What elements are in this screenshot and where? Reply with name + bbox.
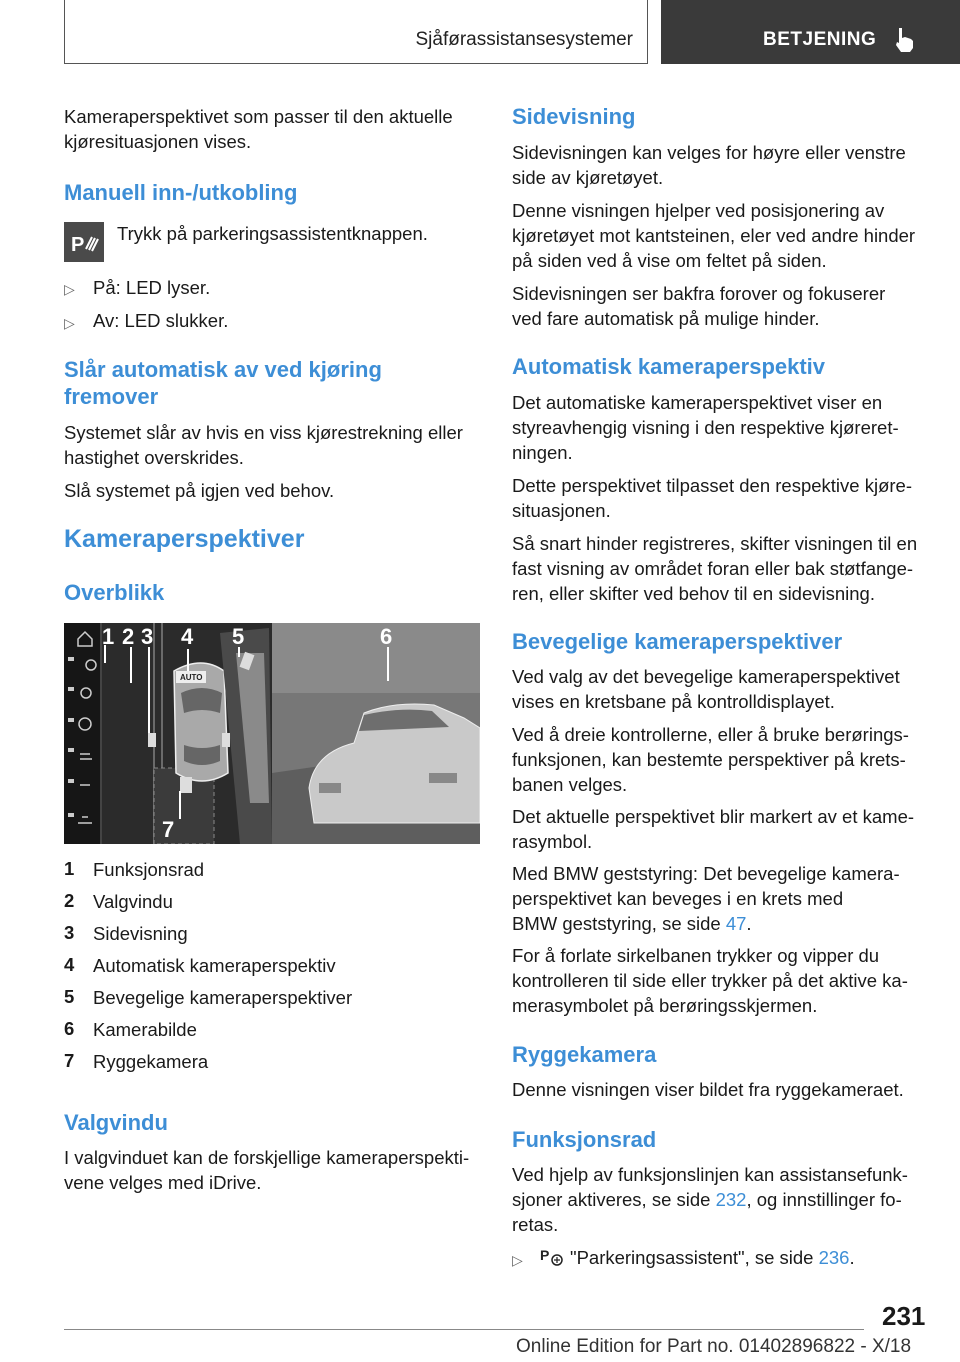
moving-line: Det aktuelle perspektivet blir markert av et kame- — [512, 806, 915, 827]
bullet-triangle-icon: ▷ — [64, 281, 75, 297]
bullet-triangle-icon: ▷ — [64, 315, 75, 331]
heading-auto-perspective: Automatisk kameraperspektiv — [512, 354, 826, 379]
legend-number: 1 — [64, 858, 75, 879]
rear-text: Denne visningen viser bildet fra ryggekameraet. — [512, 1079, 904, 1100]
legend-number: 4 — [64, 954, 75, 975]
auto-line: situasjonen. — [512, 500, 611, 521]
svg-text:P: P — [540, 1247, 550, 1263]
legend-number: 2 — [64, 890, 75, 911]
auto-line: fast visning av området foran eller bak støtfange- — [512, 558, 914, 579]
auto-line: Dette perspektivet tilpasset den respektive kjøre- — [512, 475, 912, 496]
legend-label: Automatisk kameraperspektiv — [93, 955, 336, 976]
moving-line: Ved å dreie kontrollerne, eller å bruke berørings- — [512, 724, 909, 745]
bullet-on: På: LED lyser. — [93, 277, 211, 298]
select-line-1: I valgvinduet kan de forskjellige kameraperspekti- — [64, 1147, 470, 1168]
legend-label: Valgvindu — [93, 891, 173, 912]
legend-label: Kamerabilde — [93, 1019, 197, 1040]
heading-moving: Bevegelige kameraperspektiver — [512, 629, 843, 654]
func-line: Ved hjelp av funksjonslinjen kan assistansefunk- — [512, 1164, 908, 1185]
heading-func: Funksjonsrad — [512, 1127, 657, 1152]
moving-line: Med BMW geststyring: Det bevegelige kamera- — [512, 863, 900, 884]
auto-badge: AUTO — [180, 673, 203, 682]
heading-perspectives: Kameraperspektiver — [64, 525, 305, 553]
button-instruction: Trykk på parkeringsassistentknappen. — [117, 223, 428, 244]
intro-line-2: kjøresituasjonen vises. — [64, 131, 252, 152]
auto-off-line-2: hastighet overskrides. — [64, 447, 244, 468]
moving-line: funksjonen, kan bestemte perspektiver på krets- — [512, 749, 906, 770]
legend-number: 7 — [64, 1050, 75, 1071]
heading-auto-off-1: Slår automatisk av ved kjøring — [64, 357, 382, 382]
callout-3: 3 — [141, 624, 154, 649]
callout-4: 4 — [181, 624, 194, 649]
legend-label: Funksjonsrad — [93, 859, 205, 880]
func-line: sjoner aktiveres, se side 232, og innstillinger fo- — [512, 1189, 902, 1210]
select-line-2: vene velges med iDrive. — [64, 1172, 262, 1193]
legend-number: 3 — [64, 922, 75, 943]
section-title: Sjåførassistansesystemer — [415, 29, 633, 50]
callout-5: 5 — [232, 624, 245, 649]
auto-line: ren, eller skifter ved behov til en sidevisning. — [512, 583, 875, 604]
moving-line: vises en kretsbane på kontrolldisplayet. — [512, 691, 835, 712]
side-line: kjøretøyet mot kantsteinen, eler ved andre hinder — [512, 225, 916, 246]
intro-line-1: Kameraperspektivet som passer til den aktuelle — [64, 106, 453, 127]
header-section — [64, 0, 648, 64]
moving-line: kontrolleren til side eller trykker på det aktive ka- — [512, 970, 908, 991]
parking-button-icon — [64, 222, 104, 262]
callout-2: 2 — [122, 624, 135, 649]
side-line: ved fare automatisk på mulige hinder. — [512, 308, 820, 329]
side-line: Sidevisningen ser bakfra forover og fokuserer — [512, 283, 886, 304]
bullet-off: Av: LED slukker. — [93, 310, 229, 331]
page-link-47[interactable]: 47 — [725, 913, 747, 934]
moving-line: Ved valg av det bevegelige kameraperspektivet — [512, 666, 900, 687]
page-link-232[interactable]: 232 — [715, 1189, 747, 1210]
auto-line: styreavhengig visning i den respektive kjøreret- — [512, 417, 899, 438]
page-link-236[interactable]: 236 — [818, 1247, 850, 1268]
hand-pointer-icon — [892, 26, 918, 54]
legend-label: Bevegelige kameraperspektiver — [93, 987, 353, 1008]
page-number: 231 — [882, 1301, 926, 1331]
moving-line: perspektivet kan beveges i en krets med — [512, 888, 844, 909]
func-line: retas. — [512, 1214, 559, 1235]
gesture-line: BMW geststyring, se side 47. — [512, 913, 752, 934]
legend-number: 6 — [64, 1018, 75, 1039]
bullet-triangle-icon: ▷ — [512, 1252, 523, 1268]
callout-7: 7 — [162, 817, 175, 842]
heading-overview: Overblikk — [64, 580, 165, 605]
auto-line: Så snart hinder registreres, skifter visningen til en — [512, 533, 918, 554]
auto-line: ningen. — [512, 442, 573, 463]
side-line: side av kjøretøyet. — [512, 167, 664, 188]
callout-6: 6 — [380, 624, 393, 649]
camera-overview-figure — [64, 623, 480, 844]
park-line: "Parkeringsassistent", se side 236. — [570, 1247, 855, 1268]
footer-divider — [64, 1329, 864, 1330]
moving-line: rasymbol. — [512, 831, 593, 852]
side-line: Denne visningen hjelper ved posisjonering av — [512, 200, 885, 221]
moving-line: For å forlate sirkelbanen trykker og vipper du — [512, 945, 880, 966]
footer-edition: Online Edition for Part no. 01402896822 - X/18 — [516, 1336, 912, 1357]
moving-line: merasymbolet på berøringsskjermen. — [512, 995, 818, 1016]
heading-rear: Ryggekamera — [512, 1042, 657, 1067]
heading-select: Valgvindu — [64, 1110, 168, 1135]
legend-label: Ryggekamera — [93, 1051, 209, 1072]
heading-auto-off-2: fremover — [64, 384, 159, 409]
auto-line: Det automatiske kameraperspektivet viser en — [512, 392, 883, 413]
moving-line: banen velges. — [512, 774, 628, 795]
side-line: Sidevisningen kan velges for høyre eller venstre — [512, 142, 906, 163]
auto-off-line-1: Systemet slår av hvis en viss kjørestrekning eller — [64, 422, 463, 443]
legend-number: 5 — [64, 986, 75, 1007]
chapter-title: BETJENING — [763, 29, 877, 50]
side-line: på siden ved å vise om feltet på siden. — [512, 250, 827, 271]
parking-assistant-icon — [540, 1245, 564, 1267]
svg-text:P: P — [71, 234, 85, 256]
heading-manual: Manuell inn-/utkobling — [64, 180, 298, 205]
auto-off-line-3: Slå systemet på igjen ved behov. — [64, 480, 335, 501]
heading-side: Sidevisning — [512, 104, 636, 129]
legend-label: Sidevisning — [93, 923, 188, 944]
callout-1: 1 — [102, 624, 115, 649]
